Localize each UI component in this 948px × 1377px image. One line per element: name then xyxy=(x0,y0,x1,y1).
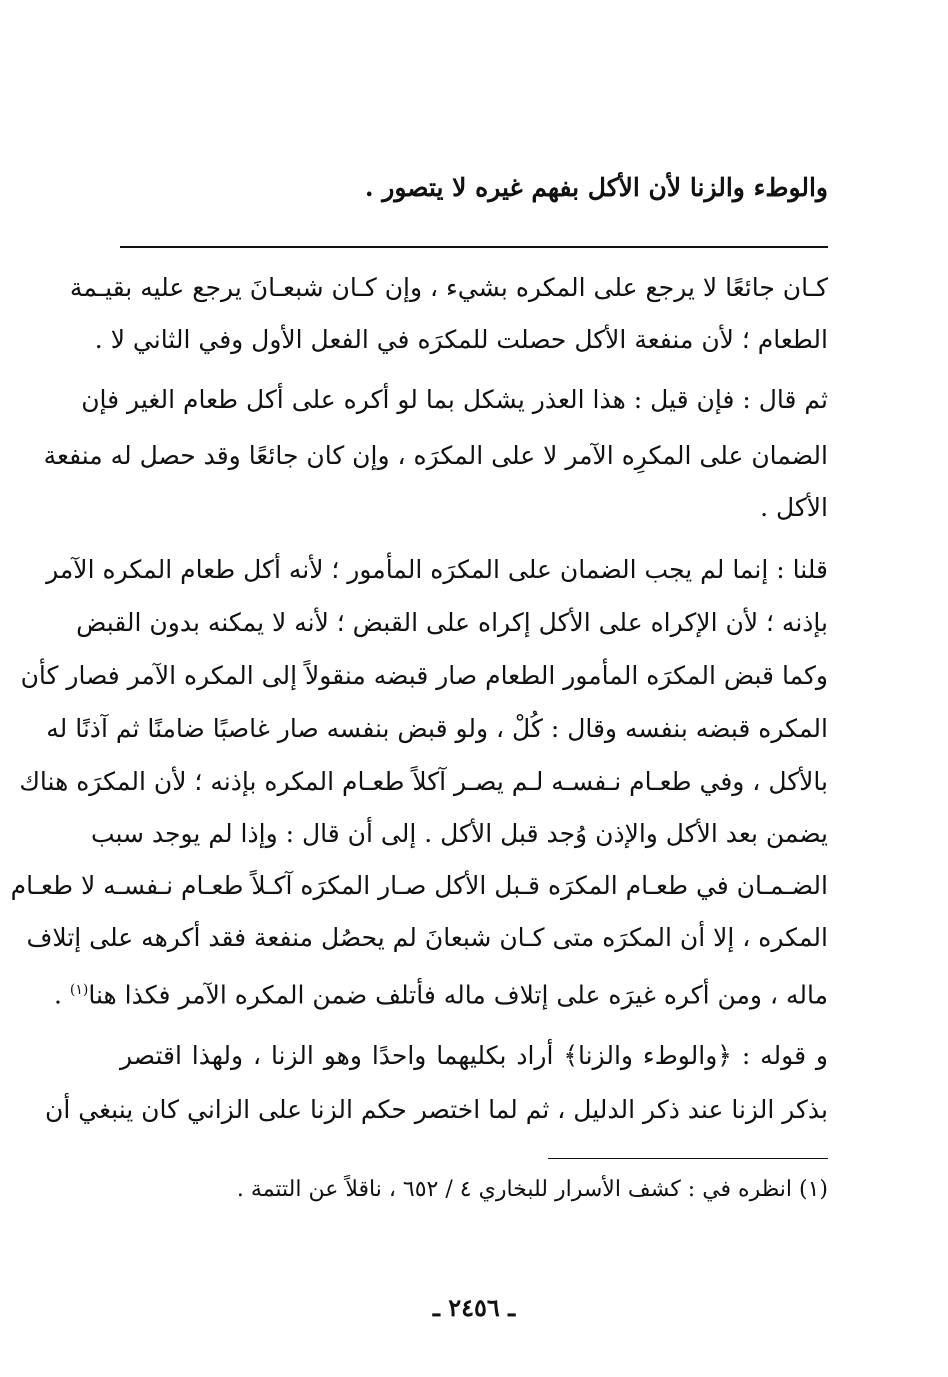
commentary-line: بذكر الزنا عند ذكر الدليل ، ثم لما اختصر حكم الزنا على الزاني كان ينبغي أن xyxy=(45,1095,828,1124)
commentary-line: يضمن بعد الأكل والإذن وُجد قبل الأكل . إلى أن قال : وإذا لم يوجد سبب xyxy=(90,819,828,848)
footnote-rule xyxy=(548,1158,828,1159)
footnote-text: (١) انظره في : كشف الأسرار للبخاري ٤ / ٦٥٢ ، ناقلاً عن التتمة . xyxy=(236,1177,828,1202)
commentary-line: الطعام ؛ لأن منفعة الأكل حصلت للمكرَه في الفعل الأول وفي الثاني لا . xyxy=(94,325,828,354)
commentary-line: بالأكل ، وفي طعـام نـفسـه لـم يصـر آكلاً طعـام المكره بإذنه ؛ لأن المكرَه هناك xyxy=(19,767,828,796)
commentary-line: ثم قال : فإن قيل : هذا العذر يشكل بما لو أكره على أكل طعام الغير فإن xyxy=(81,385,828,414)
commentary-line: و قوله : ﴿والوطء والزنا﴾ أراد بكليهما واحدًا وهو الزنا ، ولهذا اقتصر xyxy=(120,1041,828,1070)
matn-line: والوطء والزنا لأن الأكل بفهم غيره لا يتصور . xyxy=(364,173,828,202)
footnote-marker: (١) xyxy=(69,982,89,998)
commentary-line: المكره ، إلا أن المكرَه متى كـان شبعانَ لم يحصُل منفعة فقد أكرهه على إتلاف xyxy=(26,923,828,952)
commentary-text: ماله ، ومن أكره غيرَه على إتلاف ماله فأتلف ضمن المكره الآمر فكذا هنا xyxy=(88,980,828,1010)
commentary-line: قلنا : إنما لم يجب الضمان على المكرَه المأمور ؛ لأنه أكل طعام المكره الآمر xyxy=(46,555,828,584)
commentary-line: الضمان على المكرِه الآمر لا على المكرَه ، وإن كان جائعًا وقد حصل له منفعة xyxy=(43,441,828,470)
commentary-line: الأكل . xyxy=(760,493,828,522)
commentary-line-with-footnote xyxy=(54,970,828,1010)
commentary-line: بإذنه ؛ لأن الإكراه على الأكل إكراه على القبض ؛ لأنه لا يمكنه بدون القبض xyxy=(76,608,828,637)
commentary-line: المكره قبضه بنفسه وقال : كُلْ ، ولو قبض بنفسه صار غاصبًا ضامنًا ثم آذنًا له xyxy=(46,714,828,743)
commentary-line: كـان جائعًا لا يرجع على المكره بشيء ، وإن كـان شبعـانَ يرجع عليه بقيـمة xyxy=(69,273,828,302)
line-end-punctuation: . xyxy=(54,980,70,1010)
page-number: ـ ٢٤٥٦ ـ xyxy=(432,1293,516,1322)
commentary-line: وكما قبض المكرَه المأمور الطعام صار قبضه منقولاً إلى المكره الآمر فصار كأن xyxy=(20,661,828,690)
matn-separator-rule xyxy=(120,246,828,248)
commentary-line: الضـمـان في طعـام المكرَه قـبل الأكل صـار المكرَه آكـلاً طعـام نـفسـه لا طعـام xyxy=(10,871,828,900)
